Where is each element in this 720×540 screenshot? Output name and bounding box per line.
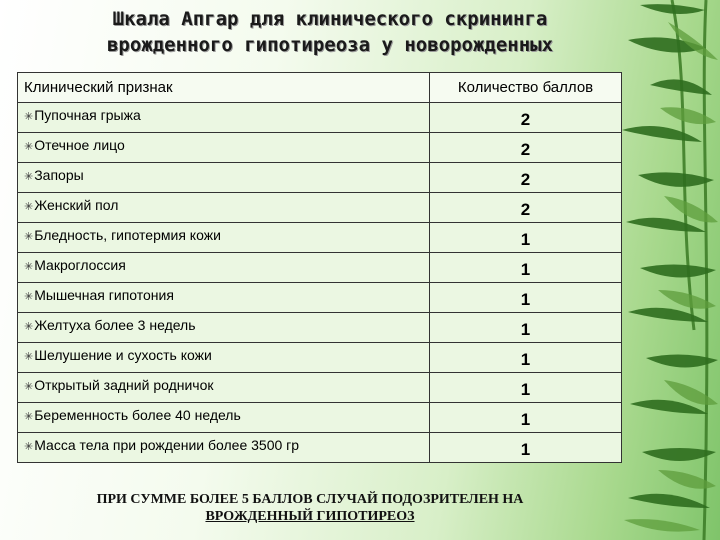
table-row xyxy=(18,403,622,433)
conclusion-line-1: ПРИ СУММЕ БОЛЕЕ 5 БАЛЛОВ СЛУЧАЙ ПОДОЗРИТЕЛЕН НА xyxy=(96,492,524,507)
table-row xyxy=(18,253,622,283)
clinical-sign-label: Масса тела при рождении более 3500 гр xyxy=(34,437,300,453)
clinical-sign-cell xyxy=(18,193,430,223)
asterisk-bullet-icon: ✳ xyxy=(24,111,34,123)
asterisk-bullet-icon: ✳ xyxy=(24,411,34,423)
table-row xyxy=(18,193,622,223)
clinical-sign-label: Открытый задний родничок xyxy=(34,377,214,393)
clinical-sign-label: Шелушение и сухость кожи xyxy=(34,347,212,363)
column-header-score: Количество баллов xyxy=(430,73,622,103)
table-row xyxy=(18,163,622,193)
asterisk-bullet-icon: ✳ xyxy=(24,171,34,183)
clinical-sign-cell xyxy=(18,223,430,253)
table-row xyxy=(18,433,622,463)
clinical-sign-cell xyxy=(18,283,430,313)
score-cell: 2 xyxy=(430,163,622,193)
clinical-sign-label: Отечное лицо xyxy=(34,137,125,153)
score-cell: 2 xyxy=(430,193,622,223)
score-cell: 1 xyxy=(430,433,622,463)
clinical-sign-label: Женский пол xyxy=(34,197,119,213)
clinical-sign-label: Запоры xyxy=(34,167,84,183)
asterisk-bullet-icon: ✳ xyxy=(24,261,34,273)
table-row xyxy=(18,313,622,343)
table-row xyxy=(18,223,622,253)
clinical-sign-label: Пупочная грыжа xyxy=(34,107,141,123)
score-cell: 1 xyxy=(430,253,622,283)
asterisk-bullet-icon: ✳ xyxy=(24,231,34,243)
table-header-row xyxy=(18,73,622,103)
table-row xyxy=(18,133,622,163)
apgar-score-table xyxy=(17,72,622,463)
clinical-sign-cell xyxy=(18,103,430,133)
title-line-2: врожденного гипотиреоза у новорожденных xyxy=(106,34,554,56)
clinical-sign-label: Мышечная гипотония xyxy=(34,287,174,303)
table-row xyxy=(18,103,622,133)
asterisk-bullet-icon: ✳ xyxy=(24,381,34,393)
asterisk-bullet-icon: ✳ xyxy=(24,201,34,213)
score-cell: 1 xyxy=(430,403,622,433)
clinical-sign-cell xyxy=(18,253,430,283)
score-cell: 1 xyxy=(430,343,622,373)
clinical-sign-cell xyxy=(18,433,430,463)
clinical-sign-label: Беременность более 40 недель xyxy=(34,407,241,423)
clinical-sign-label: Желтуха более 3 недель xyxy=(34,317,196,333)
score-cell: 2 xyxy=(430,133,622,163)
clinical-sign-cell xyxy=(18,133,430,163)
clinical-sign-cell xyxy=(18,343,430,373)
clinical-sign-cell xyxy=(18,313,430,343)
clinical-sign-cell xyxy=(18,403,430,433)
table-row xyxy=(18,283,622,313)
clinical-sign-label: Бледность, гипотермия кожи xyxy=(34,227,221,243)
asterisk-bullet-icon: ✳ xyxy=(24,291,34,303)
clinical-sign-cell xyxy=(18,373,430,403)
asterisk-bullet-icon: ✳ xyxy=(24,321,34,333)
column-header-sign: Клинический признак xyxy=(18,73,430,103)
title-line-1: Шкала Апгар для клинического скрининга xyxy=(112,8,548,30)
score-cell: 1 xyxy=(430,223,622,253)
asterisk-bullet-icon: ✳ xyxy=(24,141,34,153)
page-title xyxy=(0,6,660,58)
asterisk-bullet-icon: ✳ xyxy=(24,351,34,363)
score-cell: 1 xyxy=(430,313,622,343)
score-cell: 1 xyxy=(430,283,622,313)
table-row xyxy=(18,343,622,373)
clinical-sign-label: Макроглоссия xyxy=(34,257,126,273)
conclusion-line-2: ВРОЖДЕННЫЙ ГИПОТИРЕОЗ xyxy=(205,509,415,524)
score-cell: 2 xyxy=(430,103,622,133)
score-cell: 1 xyxy=(430,373,622,403)
clinical-sign-cell xyxy=(18,163,430,193)
conclusion-note xyxy=(0,491,620,525)
table-row xyxy=(18,373,622,403)
asterisk-bullet-icon: ✳ xyxy=(24,441,34,453)
